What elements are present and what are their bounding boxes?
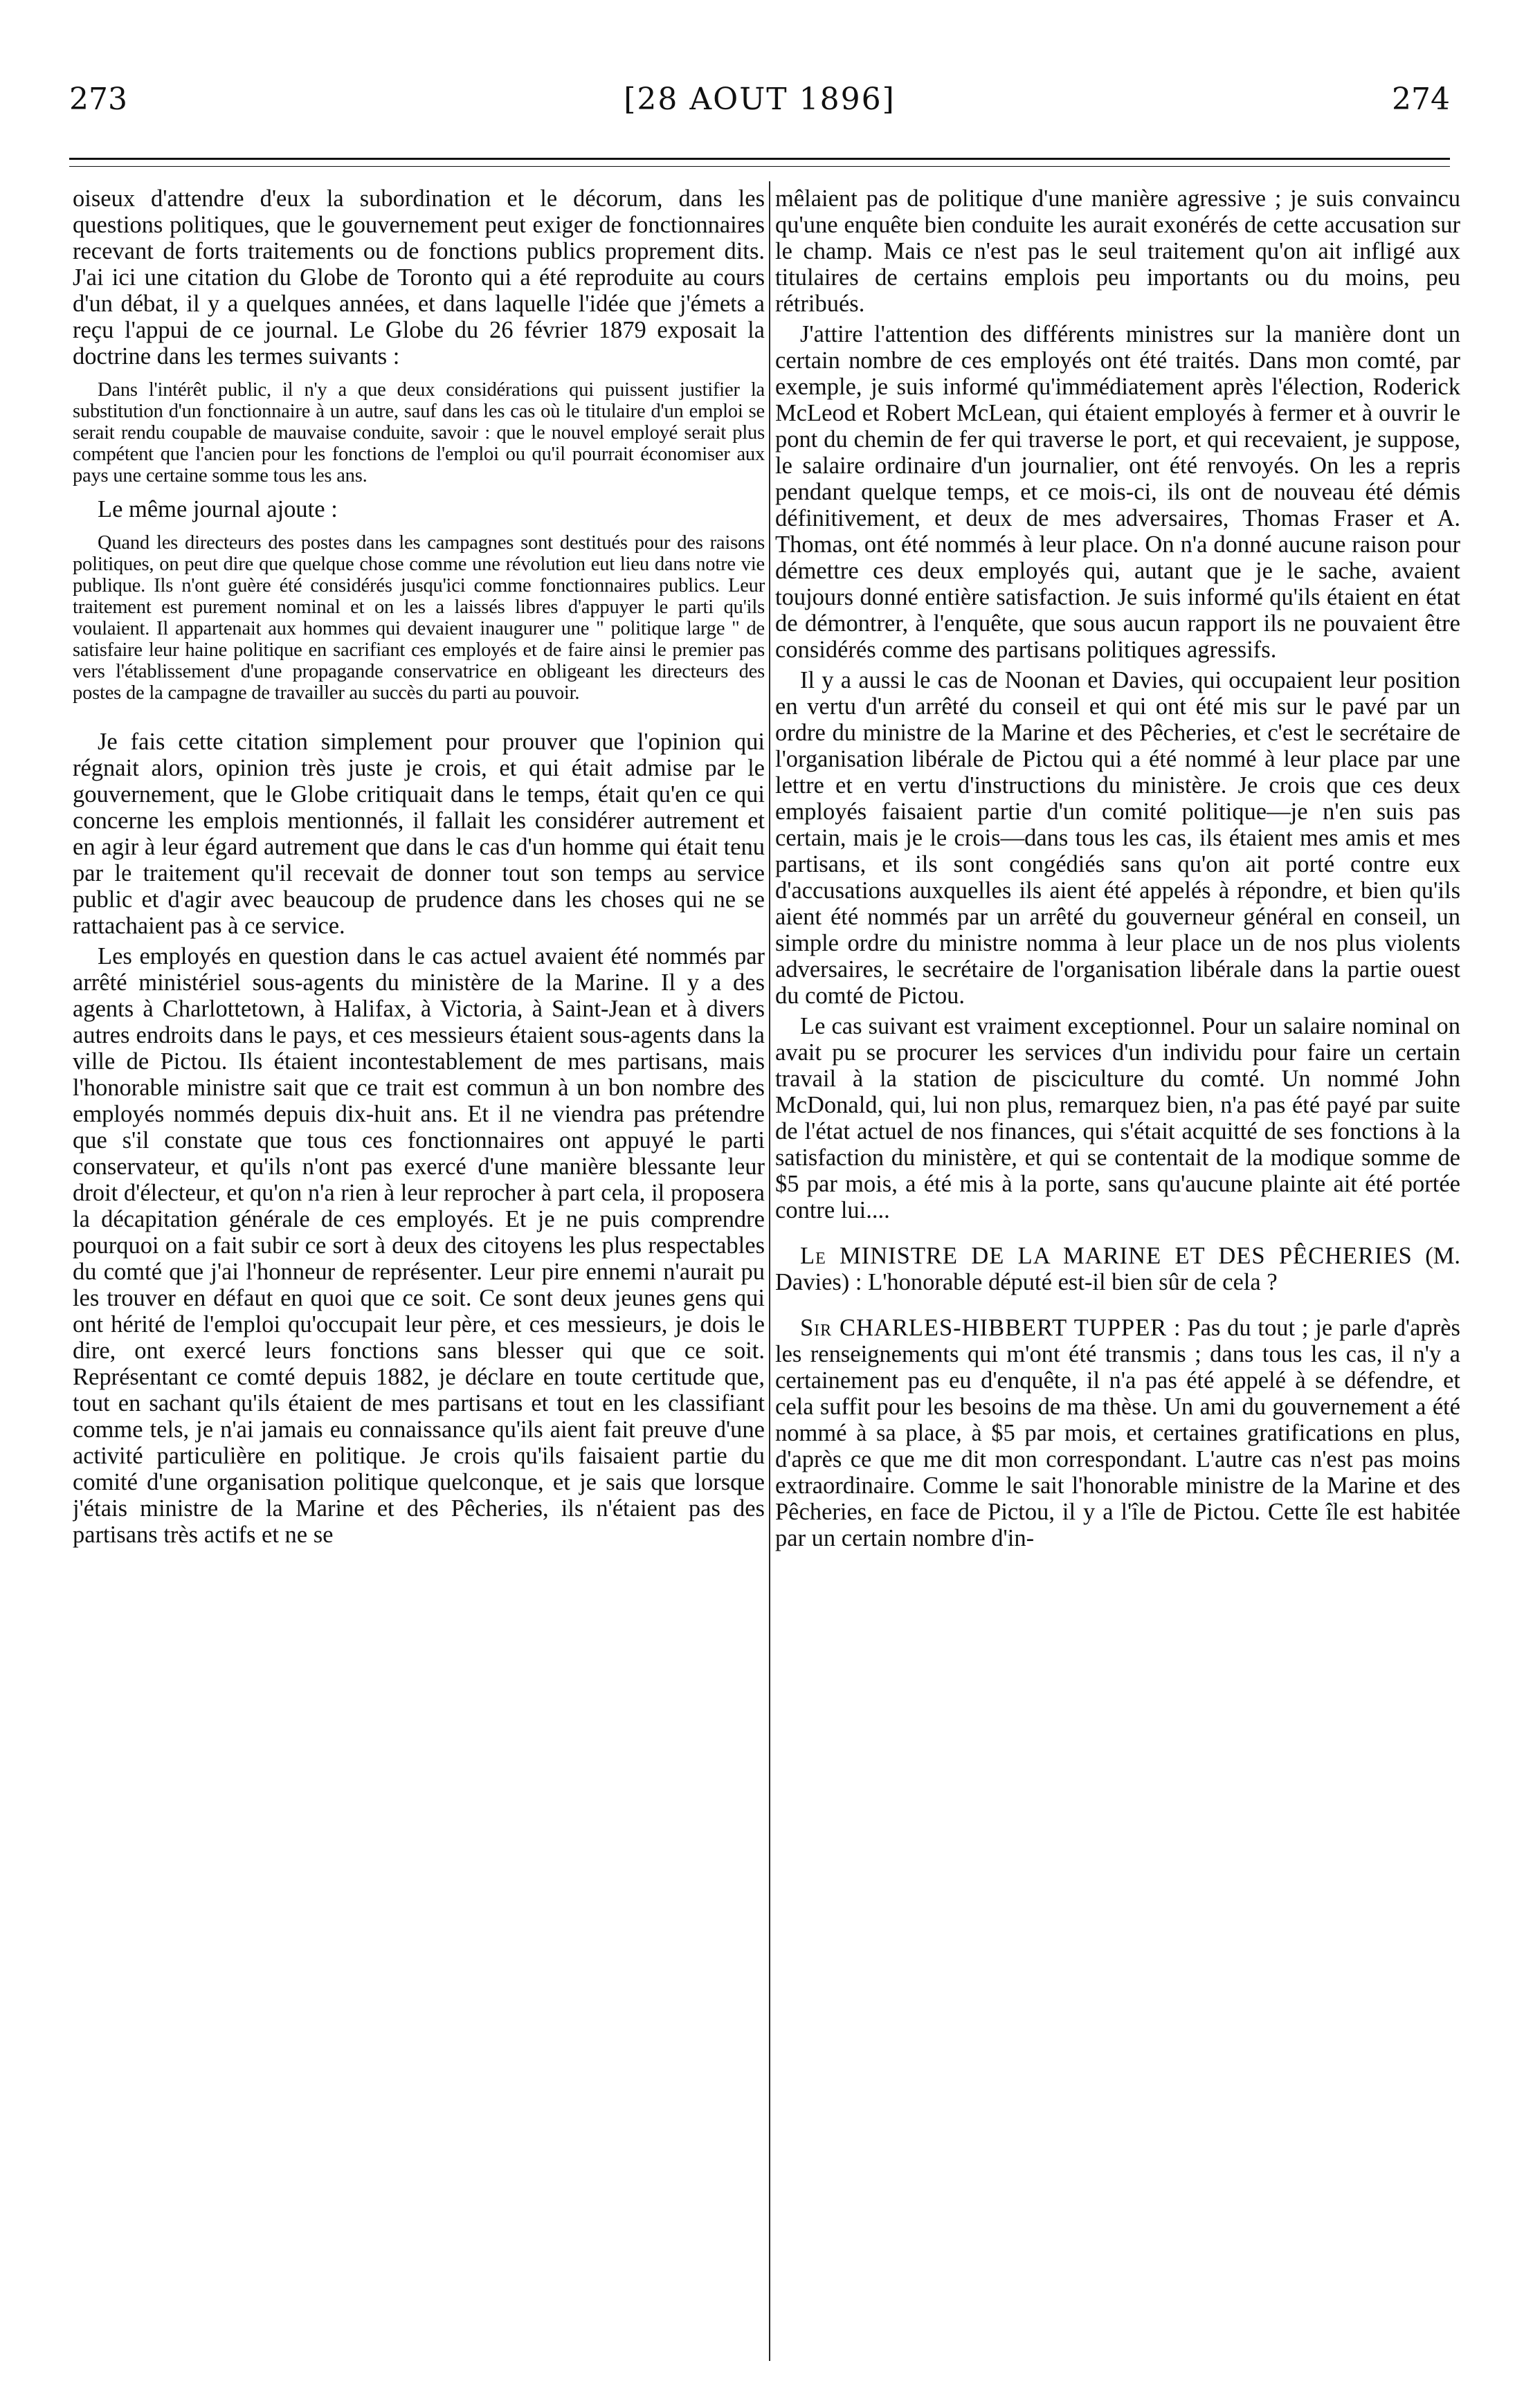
left-column [73,185,765,2358]
speech-tupper-text: : Pas du tout ; je parle d'après les renseignements qui m'ont été transmis ; dans tous les cas, il n'y a certainement pas eu d'enquête, il n'a pas été appelé à se défendre, et cela suffit pour les besoins de ma thèse. Un ami du gouvernement a été nommé à sa place, à $5 par mois, et certaines gratifications en plus, d'après ce que me dit mon correspondant. L'autre cas n'est pas moins extraordinaire. Comme le sait l'honorable ministre de la Marine et des Pêcheries, en face de Pictou, il y a l'île de Pictou. Cette île est habitée par un certain nombre d'in- [775,1315,1460,1551]
page-number-left: 273 [69,82,127,117]
header-rule-thin [69,166,1450,167]
speech-minister-text: (M. Davies) : L'honorable député est-il bien sûr de cela ? [775,1243,1460,1295]
left-paragraph-4: Les employés en question dans le cas actuel avaient été nommés par arrêté ministériel sous-agents du ministère de la Marine. Il y a des agents à Charlottetown, à Halifax, à Victoria, à Saint-Jean et à divers autres endroits dans le pays, et ces messieurs étaient sous-agents dans la ville de Pictou. Ils étaient incontestablement de mes partisans, mais l'honorable ministre sait que ce trait est commun à un bon nombre des employés nommés depuis dix-huit ans. Et il ne viendra pas prétendre que s'il constate que tous ces fonctionnaires ont appuyé le parti conservateur, et qu'ils n'ont pas exercé d'une manière blessante leur droit d'électeur, et qu'on n'a rien à leur reprocher à part cela, il proposera la décapitation générale de ces employés. Et je ne puis comprendre pourquoi on a fait subir ce sort à deux des citoyens les plus respectables du comté que j'ai l'honneur de représenter. Leur pire ennemi n'aurait pu les trouver en défaut en quoi que ce soit. Ce sont deux jeunes gens qui ont hérité de l'emploi qu'occupait leur père, et ces messieurs, je dois le dire, ont exercé leurs fonctions sans blesser qui que ce soit. Représentant ce comté depuis 1882, je déclare en toute certitude que, tout en sachant qu'ils étaient de mes partisans et tout en les classifiant comme tels, je n'ai jamais eu connaissance qu'ils aient fait preuve d'une activité particulière en politique. Je crois qu'ils faisaient partie du comité d'une organisation politique quelconque, et je sais que lorsque j'étais ministre de la Marine et des Pêcheries, ils n'étaient pas des partisans très actifs et ne se [73,943,765,1548]
right-paragraph-2: J'attire l'attention des différents ministres sur la manière dont un certain nombre de ces employés ont été traités. Dans mon comté, par exemple, je suis informé qu'immédiatement après l'élection, Roderick McLeod et Robert McLean, qui étaient employés à fermer et à ouvrir le pont du chemin de fer qui traverse le port, et qui recevaient, je suppose, le salaire ordinaire d'un journalier, ont été renvoyés. On les a repris pendant quelque temps, et ce mois-ci, ils ont de nouveau été démis définitivement, et deux de mes adversaires, Thomas Fraser et A. Thomas, ont été nommés à leur place. On n'a donné aucune raison pour démettre ces deux employés qui, autant que je le sache, avaient toujours donné entière satisfaction. Je suis informé qu'ils étaient en état de démontrer, à l'enquête, que sous aucun rapport ils ne pouvaient être considérés comme des partisans politiques agressifs. [775,321,1460,663]
right-column [775,185,1460,2358]
right-paragraph-3: Il y a aussi le cas de Noonan et Davies, qui occupaient leur position en vertu d'un arrêté du conseil et qui ont été mis sur le pavé par un ordre du ministre de la Marine et des Pêcheries, et c'est le secrétaire de l'organisation libérale de Pictou qui a été nommé à leur place par une lettre et en vertu d'instructions du ministère. Je crois que ces deux employés faisaient partie d'un comité politique—je n'en suis pas certain, mais je le crois—dans tous les cas, ils étaient mes amis et mes partisans, et ils sont congédiés sans qu'on ait porté contre eux d'accusations auxquelles ils aient été appelés à répondre, et bien qu'ils aient été nommés par un arrêté du gouverneur général en conseil, un simple ordre du ministre nomma à leur place un de nos plus violents adversaires, le secrétaire de l'organisation libérale dans la partie ouest du comté de Pictou. [775,667,1460,1009]
header-rule-thick [69,158,1450,160]
left-quote-2: Quand les directeurs des postes dans les campagnes sont destitués pour des raisons politiques, on peut dire que quelque chose comme une révolution eut lieu dans notre vie publique. Ils n'ont guère été considérés jusqu'ici comme fonctionnaires publics. Leur traitement est purement nominal et on les a laissés libres d'appuyer le parti qu'ils voulaient. Il appartenait aux hommes qui devaient inaugurer une " politique large " de satisfaire leur haine politique en sacrifiant ces employés et de faire ainsi le premier pas vers l'établissement d'une propagande conservatrice en obligeant les directeurs des postes de la campagne de travailler au succès du parti au pouvoir. [73,532,765,704]
right-paragraph-1: mêlaient pas de politique d'une manière agressive ; je suis convaincu qu'une enquête bien conduite les aurait exonérés de cette accusation sur le champ. Mais ce n'est pas le seul traitement qu'on ait infligé aux titulaires de certains emplois peu importants ou du moins, peu rétribués. [775,185,1460,317]
speaker-minister: Le MINISTRE DE LA MARINE ET DES PÊCHERIES [800,1243,1413,1269]
page-number-right: 274 [1392,82,1450,117]
left-quote-1: Dans l'intérêt public, il n'y a que deux considérations qui puissent justifier la substitution d'un fonctionnaire à un autre, sauf dans les cas où le titulaire d'un emploi se serait rendu coupable de mauvaise conduite, savoir : que le nouvel employé serait plus compétent que l'ancien pour les fonctions de l'emploi ou qu'il pourrait économiser aux pays une certaine somme tous les ans. [73,379,765,486]
column-divider [769,181,770,2361]
page-header [69,82,1450,130]
left-paragraph-1: oiseux d'attendre d'eux la subordination et le décorum, dans les questions politiques, que le gouvernement peut exiger de fonctionnaires recevant de forts traitements ou de fonctions publics proprement dits. J'ai ici une citation du Globe de Toronto qui a été reproduite au cours d'un débat, il y a quelques années, et dans laquelle l'idée que j'émets a reçu l'appui de ce journal. Le Globe du 26 février 1879 exposait la doctrine dans les termes suivants : [73,185,765,370]
speaker-tupper: Sir CHARLES-HIBBERT TUPPER [800,1315,1168,1341]
right-speech-minister [775,1243,1460,1295]
page-date: [28 AOUT 1896] [624,82,896,117]
left-paragraph-3: Je fais cette citation simplement pour prouver que l'opinion qui régnait alors, opinion très juste je crois, et qui était admise par le gouvernement, que le Globe critiquait dans le temps, était qu'en ce qui concerne les emplois mentionnés, il fallait les considérer autrement et en agir à leur égard autrement que dans le cas d'un homme qui était tenu par le traitement qu'il recevait de donner tout son temps au service public et d'agir avec beaucoup de prudence dans les choses qui ne se rattachaient pas à ce service. [73,729,765,939]
right-speech-tupper [775,1315,1460,1551]
right-paragraph-4: Le cas suivant est vraiment exceptionnel. Pour un salaire nominal on avait pu se procurer les services d'un individu pour faire un certain travail à la station de pisciculture du comté. Un nommé John McDonald, qui, lui non plus, remarquez bien, n'a pas été payé par suite de l'état actuel de nos finances, qui s'était acquitté de ses fonctions à la satisfaction du ministère, et qui se contentait de la modique somme de $5 par mois, a été mis à la porte, sans qu'aucune plainte ait été portée contre lui.... [775,1013,1460,1223]
left-paragraph-2: Le même journal ajoute : [98,496,338,522]
